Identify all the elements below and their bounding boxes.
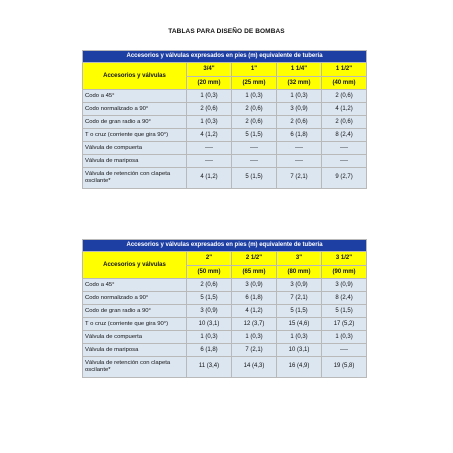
column-mm-header: (80 mm) [277, 266, 322, 279]
caption-row [83, 240, 367, 252]
cell-value: 5 (1,5) [187, 292, 232, 305]
size-header-row [83, 63, 367, 77]
cell-value: 2 (0,6) [187, 103, 232, 116]
cell-value: 2 (0,6) [232, 116, 277, 129]
column-size-header: 2" [187, 252, 232, 266]
table-row [83, 331, 367, 344]
table-row [83, 344, 367, 357]
cell-value: 4 (1,2) [232, 305, 277, 318]
column-size-header: 1 1/4" [277, 63, 322, 77]
cell-value: 9 (2,7) [322, 168, 367, 189]
column-size-header: 3/4" [187, 63, 232, 77]
cell-value: 12 (3,7) [232, 318, 277, 331]
row-label: Codo normalizado a 90° [83, 103, 187, 116]
cell-value: 8 (2,4) [322, 129, 367, 142]
table-row [83, 155, 367, 168]
cell-value: 11 (3,4) [187, 357, 232, 378]
cell-value: 14 (4,3) [232, 357, 277, 378]
column-mm-header: (25 mm) [232, 77, 277, 90]
cell-value: 3 (0,9) [232, 279, 277, 292]
row-label: Válvula de retención con clapeta oscilante* [83, 168, 187, 189]
cell-value: 7 (2,1) [277, 292, 322, 305]
cell-value: 1 (0,3) [187, 331, 232, 344]
column-mm-header: (65 mm) [232, 266, 277, 279]
column-mm-header: (20 mm) [187, 77, 232, 90]
cell-value: 6 (1,8) [277, 129, 322, 142]
cell-value: 6 (1,8) [187, 344, 232, 357]
cell-value: 1 (0,3) [277, 90, 322, 103]
row-label: Válvula de mariposa [83, 344, 187, 357]
cell-value: 2 (0,6) [277, 116, 322, 129]
cell-value: ---- [277, 142, 322, 155]
column-size-header: 1 1/2" [322, 63, 367, 77]
cell-value: 5 (1,5) [277, 305, 322, 318]
column-mm-header: (40 mm) [322, 77, 367, 90]
cell-value: 5 (1,5) [232, 168, 277, 189]
cell-value: 1 (0,3) [232, 90, 277, 103]
cell-value: 8 (2,4) [322, 292, 367, 305]
table-row [83, 279, 367, 292]
table-row [83, 103, 367, 116]
row-header-label: Accesorios y válvulas [83, 252, 187, 279]
cell-value: 2 (0,6) [322, 90, 367, 103]
cell-value: 2 (0,6) [187, 279, 232, 292]
row-label: Válvula de retención con clapeta oscilante* [83, 357, 187, 378]
cell-value: 2 (0,6) [232, 103, 277, 116]
cell-value: 10 (3,1) [187, 318, 232, 331]
cell-value: ---- [232, 155, 277, 168]
cell-value: 19 (5,8) [322, 357, 367, 378]
row-label: Codo a 45° [83, 90, 187, 103]
equivalence-table-1 [82, 50, 367, 189]
cell-value: 4 (1,2) [187, 168, 232, 189]
cell-value: ---- [322, 155, 367, 168]
cell-value: ---- [187, 142, 232, 155]
cell-value: 1 (0,3) [232, 331, 277, 344]
cell-value: 1 (0,3) [322, 331, 367, 344]
caption-row [83, 51, 367, 63]
cell-value: ---- [232, 142, 277, 155]
row-label: Válvula de compuerta [83, 142, 187, 155]
cell-value: 5 (1,5) [322, 305, 367, 318]
column-size-header: 2 1/2" [232, 252, 277, 266]
row-label: Codo normalizado a 90° [83, 292, 187, 305]
table-caption: Accesorios y válvulas expresados en pies (m) equivalente de tubería [83, 240, 367, 252]
table-row [83, 116, 367, 129]
cell-value: ---- [277, 155, 322, 168]
cell-value: 7 (2,1) [232, 344, 277, 357]
cell-value: 1 (0,3) [187, 90, 232, 103]
table-row [83, 305, 367, 318]
cell-value: 16 (4,9) [277, 357, 322, 378]
size-header-row [83, 252, 367, 266]
cell-value: 2 (0,6) [322, 116, 367, 129]
table-row [83, 168, 367, 189]
table-caption: Accesorios y válvulas expresados en pies (m) equivalente de tubería [83, 51, 367, 63]
row-header-label: Accesorios y válvulas [83, 63, 187, 90]
row-label: T o cruz (corriente que gira 90°) [83, 129, 187, 142]
row-label: Codo de gran radio a 90° [83, 116, 187, 129]
row-label: Codo de gran radio a 90° [83, 305, 187, 318]
column-size-header: 1" [232, 63, 277, 77]
table-row [83, 142, 367, 155]
cell-value: 17 (5,2) [322, 318, 367, 331]
cell-value: ---- [322, 142, 367, 155]
equivalence-table-2 [82, 239, 367, 378]
row-label: Válvula de compuerta [83, 331, 187, 344]
cell-value: 15 (4,6) [277, 318, 322, 331]
column-mm-header: (50 mm) [187, 266, 232, 279]
cell-value: 1 (0,3) [187, 116, 232, 129]
cell-value: 4 (1,2) [322, 103, 367, 116]
column-mm-header: (32 mm) [277, 77, 322, 90]
table-row [83, 318, 367, 331]
cell-value: 1 (0,3) [277, 331, 322, 344]
cell-value: 3 (0,9) [322, 279, 367, 292]
cell-value: ---- [187, 155, 232, 168]
cell-value: 7 (2,1) [277, 168, 322, 189]
row-label: Codo a 45° [83, 279, 187, 292]
cell-value: 6 (1,8) [232, 292, 277, 305]
row-label: T o cruz (corriente que gira 90°) [83, 318, 187, 331]
cell-value: 3 (0,9) [187, 305, 232, 318]
column-size-header: 3 1/2" [322, 252, 367, 266]
row-label: Válvula de mariposa [83, 155, 187, 168]
cell-value: ---- [322, 344, 367, 357]
table-row [83, 129, 367, 142]
cell-value: 10 (3,1) [277, 344, 322, 357]
page-title: TABLAS PARA DISEÑO DE BOMBAS [168, 28, 285, 35]
cell-value: 3 (0,9) [277, 279, 322, 292]
table-row [83, 292, 367, 305]
table-row [83, 90, 367, 103]
column-size-header: 3" [277, 252, 322, 266]
cell-value: 4 (1,2) [187, 129, 232, 142]
column-mm-header: (90 mm) [322, 266, 367, 279]
table-row [83, 357, 367, 378]
cell-value: 5 (1,5) [232, 129, 277, 142]
cell-value: 3 (0,9) [277, 103, 322, 116]
